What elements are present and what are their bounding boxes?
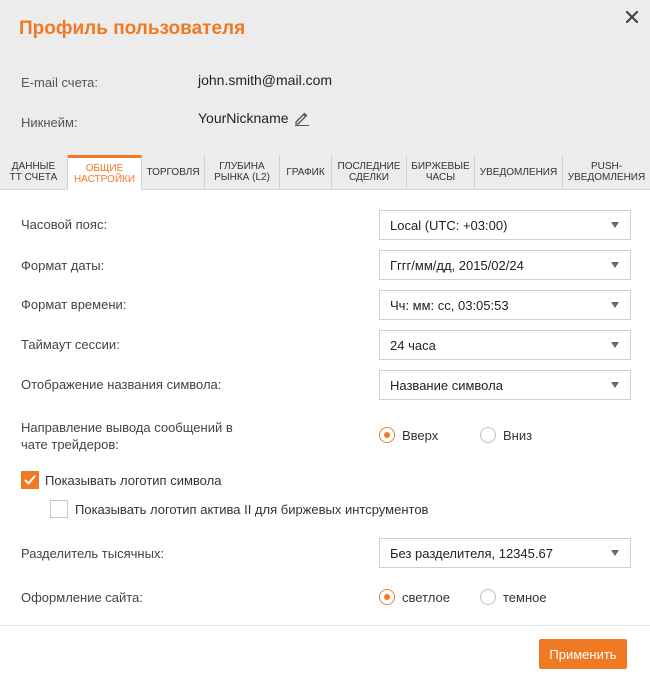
thousands-separator-label: Разделитель тысячных: [21,546,165,561]
chat-direction-down-radio[interactable] [480,427,532,443]
tab-notifications[interactable]: УВЕДОМЛЕНИЯ [475,155,563,189]
show-symbol-logo-checkbox[interactable] [21,471,39,489]
close-icon[interactable] [622,7,642,27]
timezone-value: Local (UTC: +03:00) [390,218,508,233]
chat-direction-up-label: Вверх [402,427,439,443]
footer-divider [0,625,650,626]
time-format-select[interactable] [379,290,631,320]
tab-recent-trades[interactable]: ПОСЛЕДНИЕ СДЕЛКИ [332,155,407,189]
theme-label: Оформление сайта: [21,590,143,605]
session-timeout-label: Таймаут сессии: [21,337,120,352]
date-format-label: Формат даты: [21,258,105,273]
theme-light-radio[interactable] [379,589,450,605]
chat-direction-down-label: Вниз [503,427,533,443]
settings-tabs [0,155,650,190]
date-format-value: Гггг/мм/дд, 2015/02/24 [390,258,524,273]
chevron-down-icon [611,382,619,388]
nickname-label: Никнейм: [21,115,78,130]
radio-circle [480,427,496,443]
tab-general-settings[interactable]: ОБЩИЕ НАСТРОЙКИ [68,155,142,190]
theme-dark-label: темное [503,589,547,605]
time-format-label: Формат времени: [21,297,127,312]
dialog-title: Профиль пользователя [19,18,246,39]
thousands-separator-select[interactable] [379,538,631,568]
radio-circle [480,589,496,605]
radio-circle [379,589,395,605]
tab-chart[interactable]: ГРАФИК [280,155,332,189]
show-symbol-logo-label: Показывать логотип символа [45,473,222,488]
tab-market-depth[interactable]: ГЛУБИНА РЫНКА (L2) [205,155,280,189]
timezone-label: Часовой пояс: [21,217,108,232]
email-label: E-mail счета: [21,75,99,90]
thousands-separator-value: Без разделителя, 12345.67 [390,546,553,561]
date-format-select[interactable] [379,250,631,280]
show-asset-logo-label: Показывать логотип актива II для биржевых интсрументов [75,502,429,517]
symbol-display-label: Отображение названия символа: [21,377,222,392]
timezone-select[interactable] [379,210,631,240]
session-timeout-value: 24 часа [390,338,436,353]
symbol-display-value: Название символа [390,378,503,393]
profile-header [0,0,650,155]
pencil-icon[interactable] [293,109,311,127]
theme-light-label: светлое [402,589,450,605]
chat-direction-label: Направление вывода сообщений в чате трейдеров: [21,420,233,452]
show-asset-logo-checkbox[interactable] [50,500,68,518]
apply-button[interactable]: Применить [539,639,627,669]
chevron-down-icon [611,222,619,228]
tab-account-data[interactable]: ДАННЫЕ ТТ СЧЕТА [0,155,68,189]
time-format-value: Чч: мм: сс, 03:05:53 [390,298,509,313]
theme-dark-radio[interactable] [480,589,547,605]
chevron-down-icon [611,302,619,308]
chat-direction-up-radio[interactable] [379,427,438,443]
tab-exchange-hours[interactable]: БИРЖЕВЫЕ ЧАСЫ [407,155,475,189]
chevron-down-icon [611,262,619,268]
email-value: john.smith@mail.com [198,72,333,88]
session-timeout-select[interactable] [379,330,631,360]
nickname-value: YourNickname [198,110,289,126]
radio-circle [379,427,395,443]
chevron-down-icon [611,342,619,348]
chevron-down-icon [611,550,619,556]
tab-push-notifications[interactable]: PUSH- УВЕДОМЛЕНИЯ [563,155,650,189]
symbol-display-select[interactable] [379,370,631,400]
tab-trading[interactable]: ТОРГОВЛЯ [142,155,205,189]
checkmark-icon [22,472,38,488]
